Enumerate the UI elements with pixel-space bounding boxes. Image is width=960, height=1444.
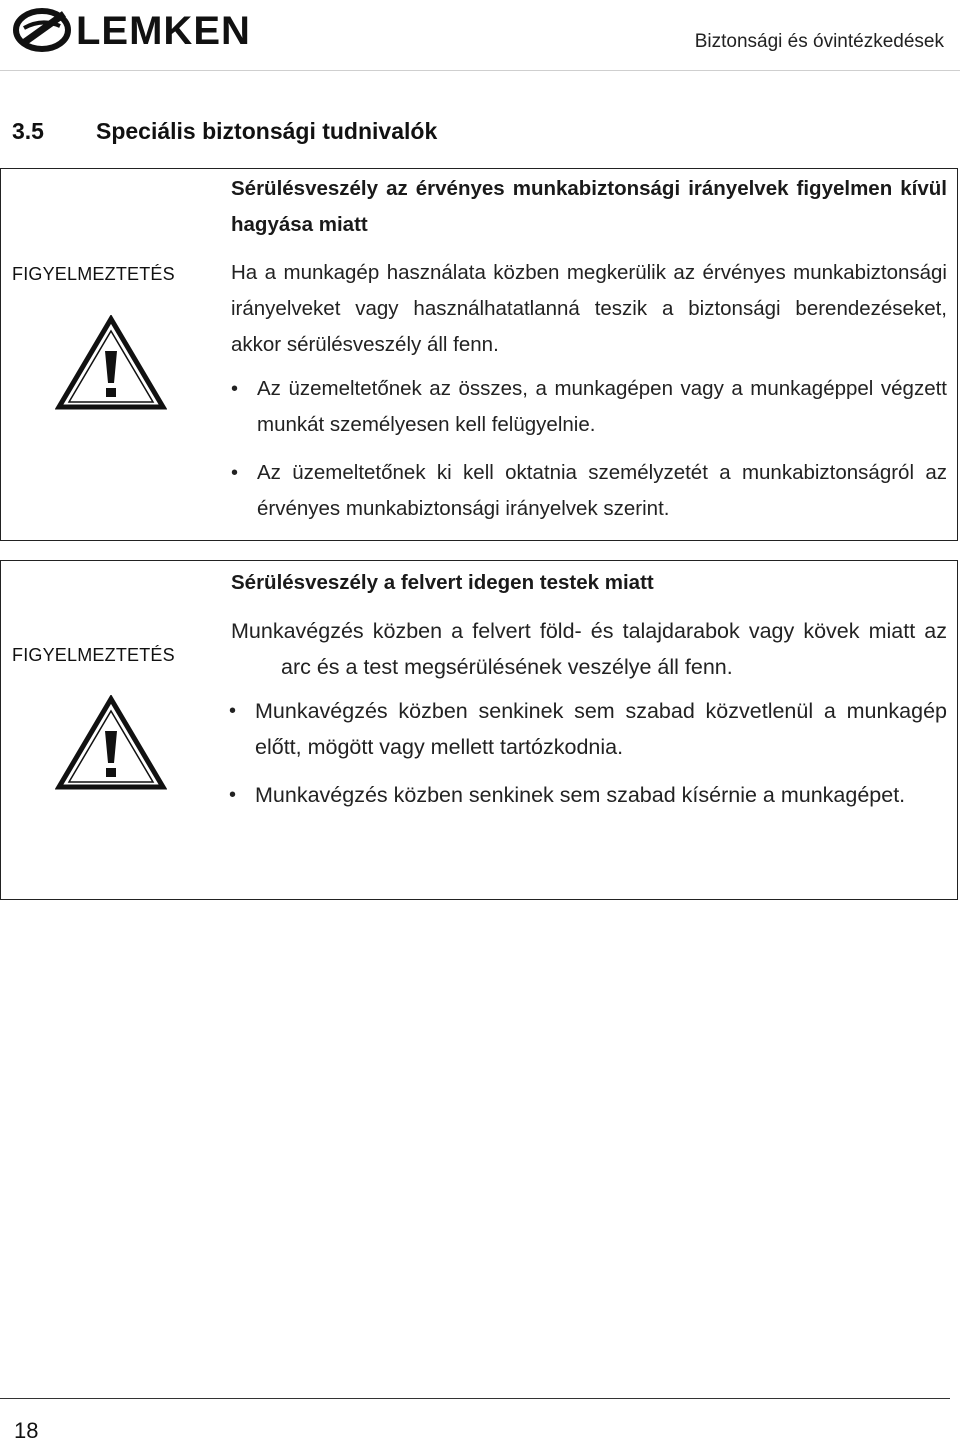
lemken-logo-graphic <box>8 4 308 56</box>
warning-label: FIGYELMEZTETÉS <box>12 645 175 665</box>
warning-triangle-icon <box>55 695 167 791</box>
list-item: • Munkavégzés közben senkinek sem szabad közvetlenül a munkagép előtt, mögött vagy mellett tartózkodnia. <box>229 693 947 765</box>
section-heading <box>12 118 437 145</box>
list-item: • Az üzemeltetőnek az összes, a munkagépen vagy a munkagéppel végzett munkát személyesen kell felügyelnie. <box>231 371 947 443</box>
warning-title: Sérülésveszély az érvényes munkabiztonsági irányelvek figyelmen kívül hagyása miatt <box>231 177 947 236</box>
warning-paragraph: Munkavégzés közben a felvert föld- és talajdarabok vagy kövek miatt az arc és a test megsérülésének veszélye áll fenn. <box>231 619 947 679</box>
warning-title: Sérülésveszély a felvert idegen testek miatt <box>231 571 654 594</box>
page-number: 18 <box>14 1418 39 1443</box>
warning-side-panel <box>1 561 221 899</box>
warning-side-panel <box>1 169 221 540</box>
lemken-logo-text: LEMKEN <box>76 9 251 53</box>
header-divider <box>0 70 960 71</box>
warning-box-1 <box>0 168 958 541</box>
header-title: Biztonsági és óvintézkedések <box>694 31 944 52</box>
warning-triangle-icon <box>55 315 167 411</box>
section-number: 3.5 <box>12 118 44 144</box>
warning-content <box>231 171 947 539</box>
warning-bullet-list <box>229 693 947 813</box>
list-item: • Az üzemeltetőnek ki kell oktatnia személyzetét a munkabiztonságról az érvényes munkabiztonsági irányelvek szerint. <box>231 455 947 527</box>
warning-content <box>231 565 947 825</box>
warning-box-2 <box>0 560 958 900</box>
warning-paragraph: Ha a munkagép használata közben megkerülik az érvényes munkabiztonsági irányelveket vagy használhatatlanná teszik a biztonsági berendezéseket, akkor sérülésveszély áll fenn. <box>231 261 947 356</box>
warning-bullet-list <box>231 371 947 527</box>
warning-label: FIGYELMEZTETÉS <box>12 264 175 284</box>
footer-divider <box>0 1398 950 1399</box>
lemken-logo <box>8 4 308 56</box>
list-item: • Munkavégzés közben senkinek sem szabad kísérnie a munkagépet. <box>229 777 947 813</box>
section-title: Speciális biztonsági tudnivalók <box>96 118 438 144</box>
page-header <box>0 0 960 72</box>
